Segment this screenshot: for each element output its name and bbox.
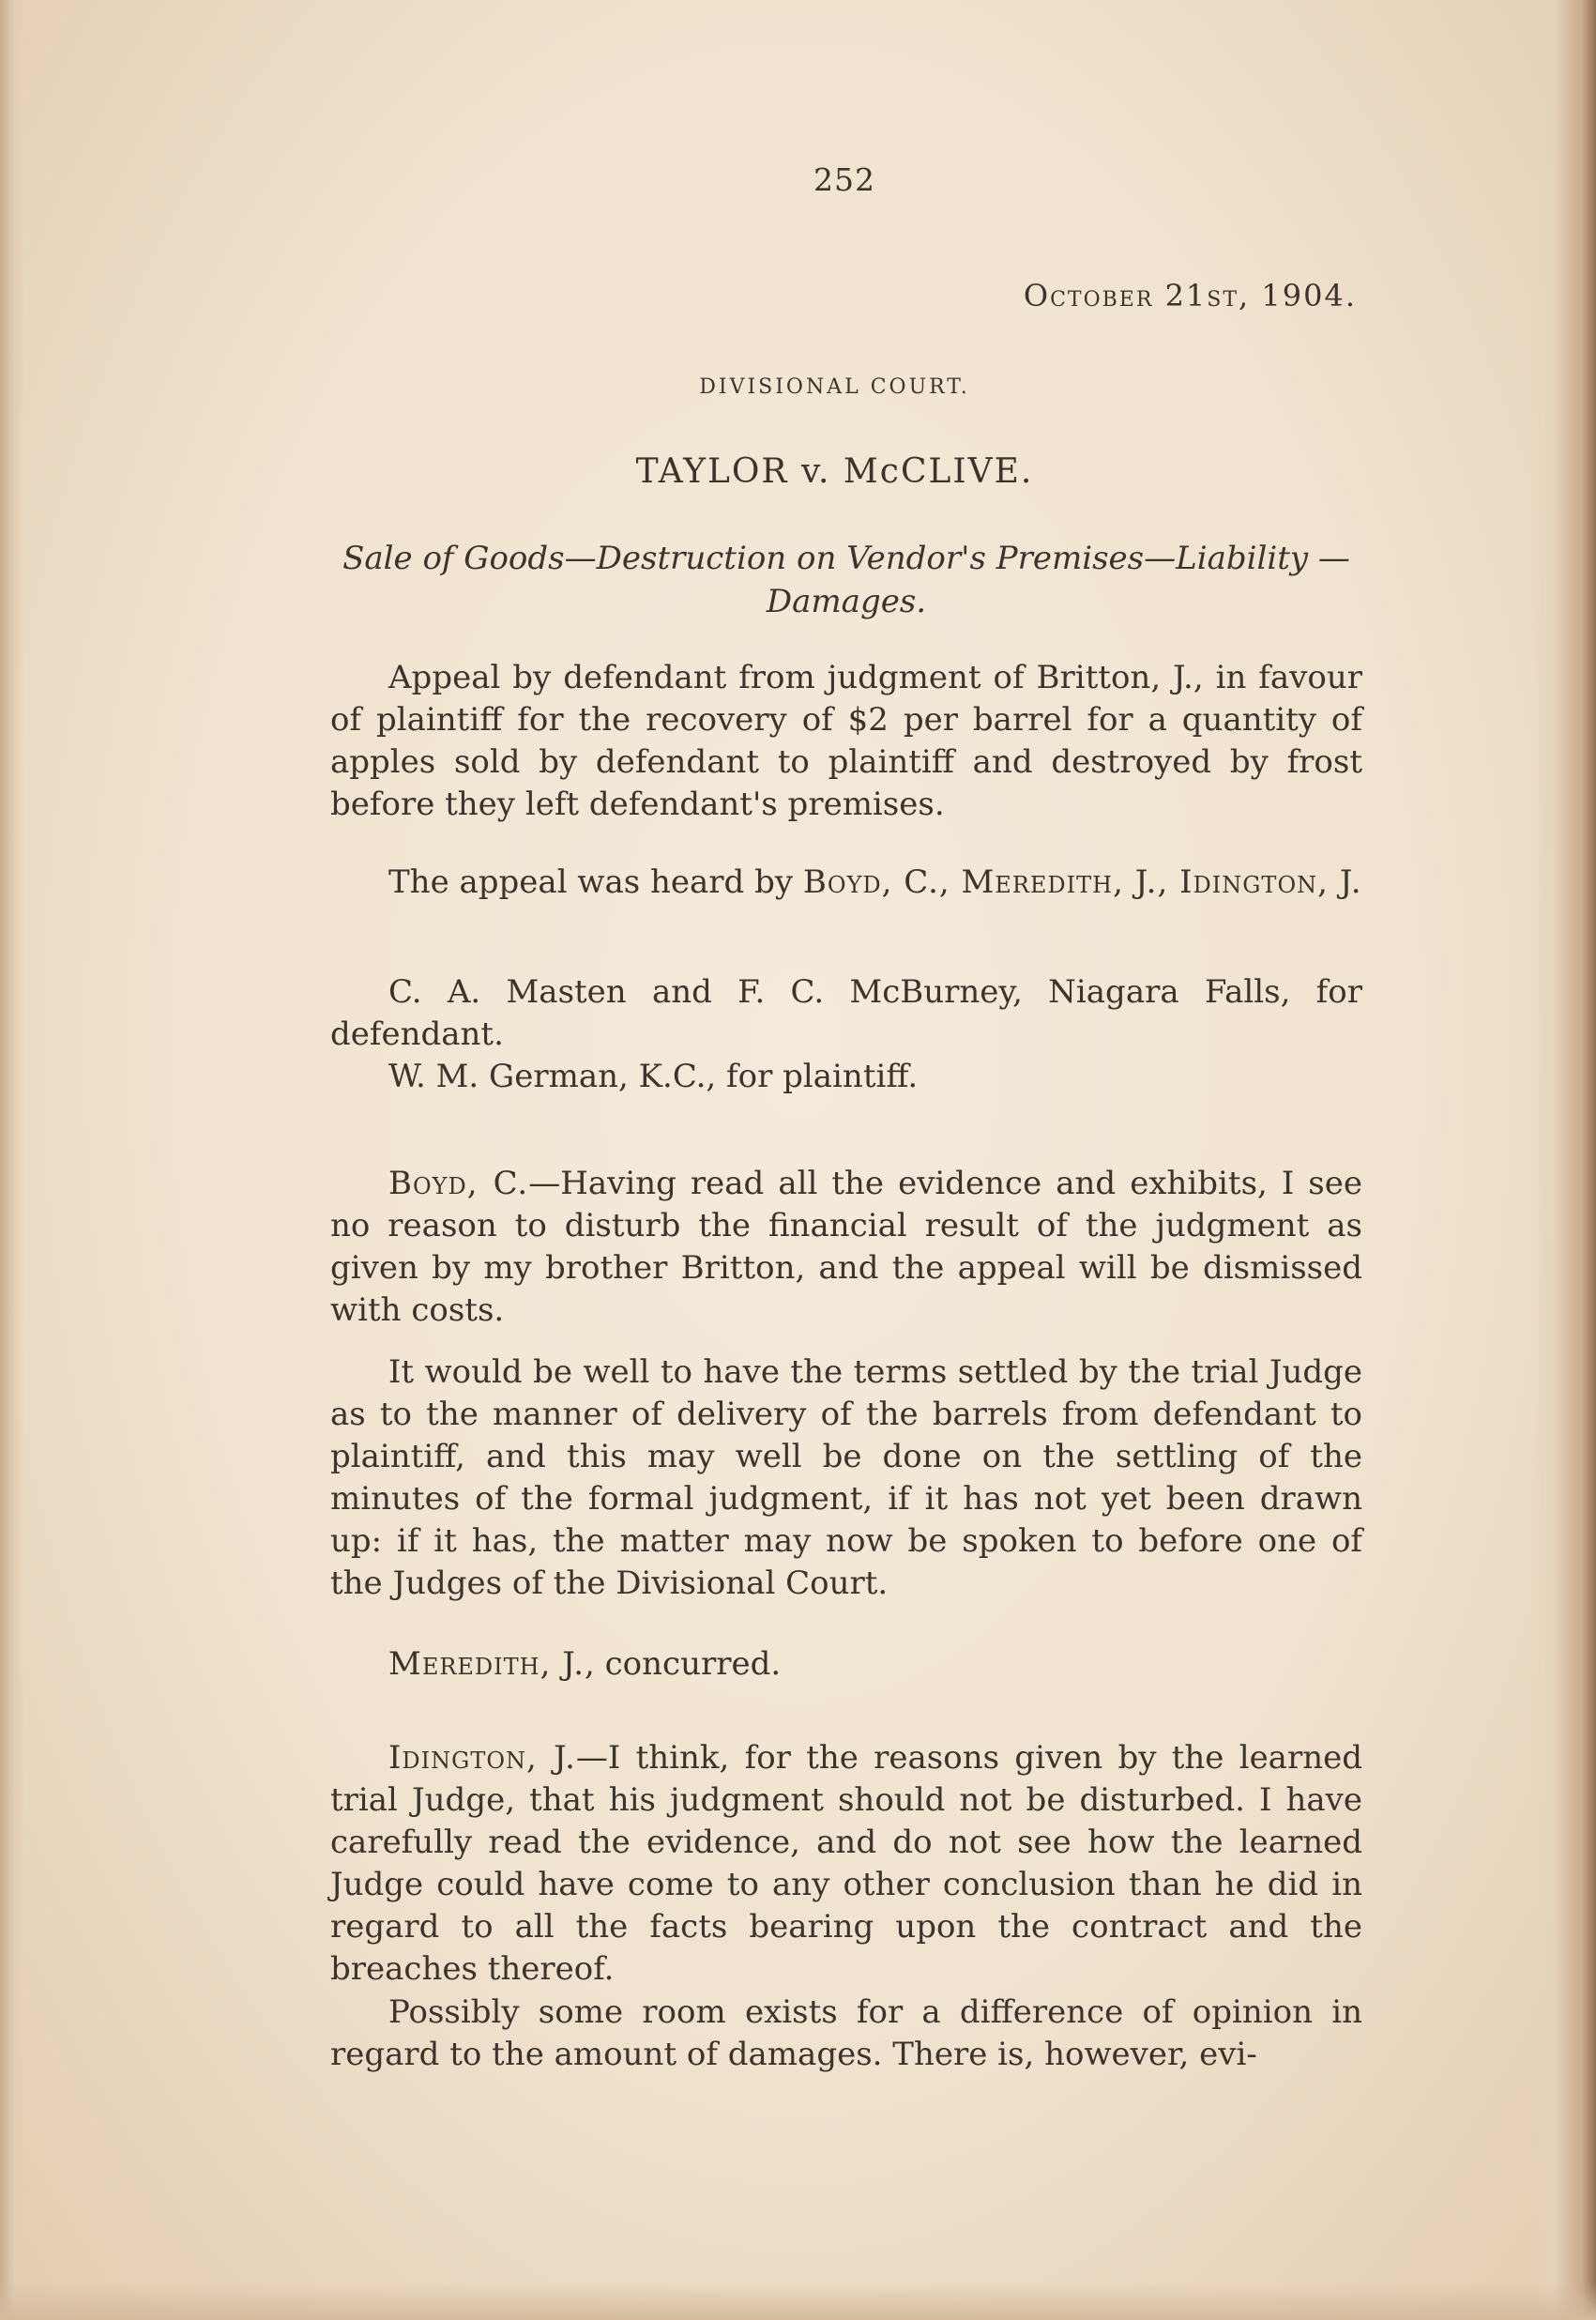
counsel-plaintiff: W. M. German, K.C., for plaintiff.: [388, 1058, 919, 1095]
counsel-defendant: C. A. Masten and F. C. McBurney, Niagara Falls, for defendant.: [330, 973, 1362, 1053]
hearing-paragraph: [330, 862, 1362, 904]
meredith-opinion: [330, 1643, 1362, 1686]
court-name: DIVISIONAL COURT.: [699, 375, 970, 399]
boyd-opinion-paragraph-1: [330, 1163, 1362, 1332]
boyd-judge-name: Boyd, C.: [388, 1165, 529, 1202]
meredith-opinion-text: , concurred.: [585, 1645, 782, 1683]
case-summary: Appeal by defendant from judgment of Britton, J., in favour of plaintiff for the recovery of $2 per barrel for a quantity of apples sold by defendant to plaintiff and destroyed by frost before they left defendant's premises.: [330, 659, 1362, 823]
page-number: 252: [813, 161, 875, 198]
page-edge-shadow-right: [1530, 0, 1596, 2320]
meredith-judge-name: Meredith, J.: [388, 1645, 585, 1683]
idington-opinion-paragraph-2: Possibly some room exists for a difference of opinion in regard to the amount of damages. There is, however, evi-: [330, 1993, 1362, 2073]
page-edge-shadow-left: [0, 0, 24, 2320]
idington-opinion-paragraph-1: [330, 1737, 1362, 1991]
boyd-opinion-paragraph-2: It would be well to have the terms settled by the trial Judge as to the manner of delivery of the barrels from defendant to plaintiff, and this may well be done on the settling of the minutes of the formal judgment, if it has not yet been drawn up: if it has, the matter may now be spoken to before one of the Judges of the Divisional Court.: [330, 1353, 1362, 1602]
idington-opinion-text-1: —I think, for the reasons given by the learned trial Judge, that his judgment should not be disturbed. I have carefully read the evidence, and do not see how the learned Judge could have come to any other conclusion than he did in regard to all the facts bearing upon the contract and the breaches thereof.: [330, 1739, 1362, 1988]
case-title: TAYLOR v. McCLIVE.: [635, 452, 1034, 491]
hearing-judges: Boyd, C., Meredith, J., Idington, J.: [802, 863, 1362, 901]
page-edge-shadow-bottom: [0, 2282, 1596, 2320]
idington-judge-name: Idington, J.: [388, 1739, 576, 1777]
dateline: October 21st, 1904.: [1023, 278, 1357, 313]
boyd-opinion-text-1: —Having read all the evidence and exhibits, I see no reason to disturb the financial result of the judgment as given by my brother Britton, and the appeal will be dismissed with costs.: [330, 1165, 1362, 1329]
hearing-prefix: The appeal was heard by: [388, 863, 803, 901]
headnote: Sale of Goods—Destruction on Vendor's Premises—Liability —Damages.: [342, 540, 1350, 620]
